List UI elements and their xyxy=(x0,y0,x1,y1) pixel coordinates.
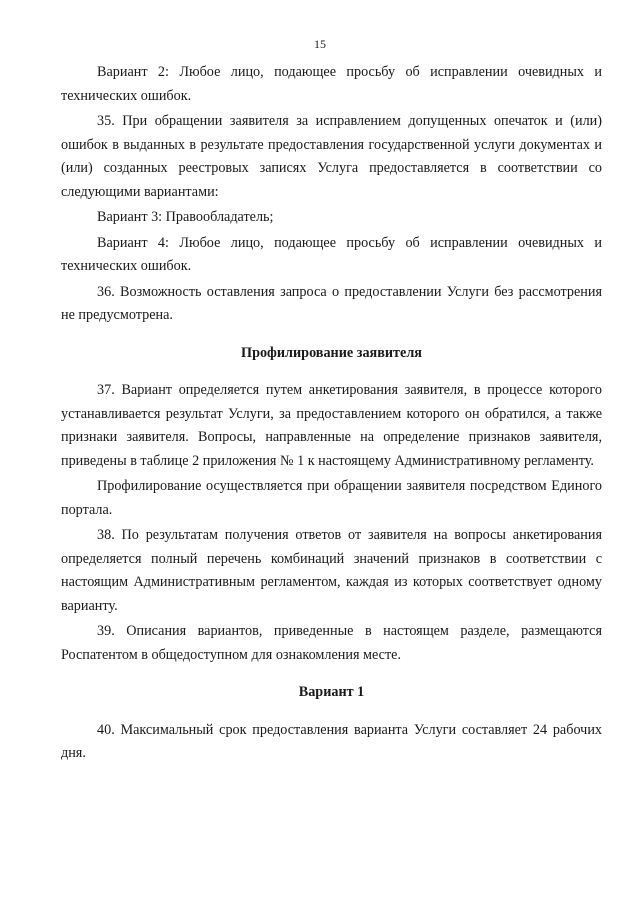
paragraph-variant-4: Вариант 4: Любое лицо, подающее просьбу об исправлении очевидных и технических ошибок. xyxy=(61,234,602,274)
document-body xyxy=(61,61,602,766)
paragraph-36: 36. Возможность оставления запроса о предоставлении Услуги без рассмотрения не предусмотрена. xyxy=(61,283,602,323)
paragraph-variant-2: Вариант 2: Любое лицо, подающее просьбу об исправлении очевидных и технических ошибок. xyxy=(61,64,602,104)
section-heading-variant-1: Вариант 1 xyxy=(298,684,365,700)
paragraph-37: 37. Вариант определяется путем анкетирования заявителя, в процессе которого устанавливается результат Услуги, за предоставлением которого он обратился, а также признаки заявителя. Вопросы, направленные на определение признаков заявителя, приведены в таблице 2 приложения № 1 к настоящему Административному регламенту. xyxy=(61,382,602,469)
paragraph-38: 38. По результатам получения ответов от заявителя на вопросы анкетирования определяется полный перечень комбинаций значений признаков в соответствии с настоящим Административным регламентом, каждая из которых соответствует одному варианту. xyxy=(61,527,602,614)
paragraph-39: 39. Описания вариантов, приведенные в настоящем разделе, размещаются Роспатентом в общедоступном для ознакомления месте. xyxy=(61,623,602,663)
section-heading-profiling: Профилирование заявителя xyxy=(241,344,422,361)
page-number: 15 xyxy=(314,37,326,51)
paragraph-variant-3: Вариант 3: Правообладатель; xyxy=(97,209,274,225)
paragraph-profiling-portal: Профилирование осуществляется при обращении заявителя посредством Единого портала. xyxy=(61,478,602,518)
paragraph-35: 35. При обращении заявителя за исправлением допущенных опечаток и (или) ошибок в выданных в результате предоставления государственной услуги документах и (или) созданных реестровых записях Услуга предоставляется в соответствии со следующими вариантами: xyxy=(61,113,602,200)
paragraph-40: 40. Максимальный срок предоставления варианта Услуги составляет 24 рабочих дня. xyxy=(61,721,602,761)
